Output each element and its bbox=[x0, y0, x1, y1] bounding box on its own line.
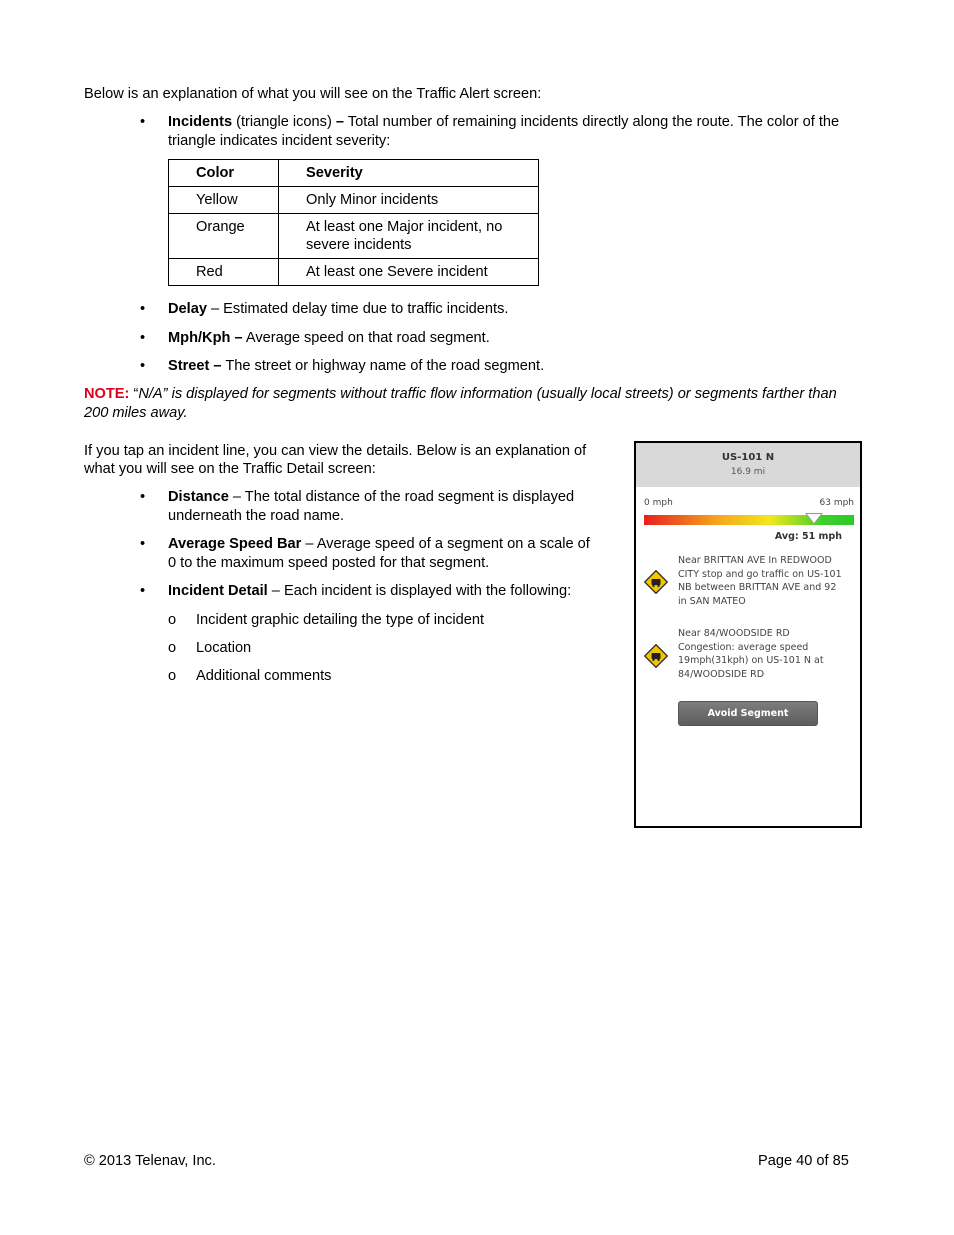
note: NOTE: “N/A” is displayed for segments without traffic flow information (usually local streets) or segments farther than bbox=[84, 386, 837, 402]
note-line2: 200 miles away. bbox=[84, 405, 188, 421]
severity-table bbox=[168, 159, 539, 286]
intro-text: Below is an explanation of what you will see on the Traffic Alert screen: bbox=[84, 86, 542, 102]
bullet-line2: triangle indicates incident severity: bbox=[168, 133, 391, 149]
traffic-incident-icon bbox=[644, 570, 668, 594]
note-label: NOTE: bbox=[84, 386, 130, 402]
detail-intro-line2: what you will see on the Traffic Detail screen: bbox=[84, 461, 376, 477]
footer-copyright: © 2013 Telenav, Inc. bbox=[84, 1153, 216, 1169]
table-header-color: Color bbox=[169, 160, 279, 187]
bullet-dot: • bbox=[140, 114, 146, 130]
traffic-detail-screenshot bbox=[634, 441, 862, 828]
table-cell-color: Orange bbox=[169, 214, 279, 259]
table-cell-severity: At least one Severe incident bbox=[279, 259, 539, 286]
avoid-segment-button[interactable]: Avoid Segment bbox=[678, 701, 818, 726]
table-cell-color: Yellow bbox=[169, 187, 279, 214]
avg-speed-marker-fill bbox=[807, 514, 821, 523]
table-cell-color: Red bbox=[169, 259, 279, 286]
traffic-incident-icon bbox=[644, 644, 668, 668]
avg-speed-label: Avg: 51 mph bbox=[774, 531, 842, 542]
speed-max-label: 63 mph bbox=[819, 498, 854, 508]
table-row bbox=[169, 214, 539, 259]
incident-detail[interactable]: Near BRITTAN AVE In REDWOOD CITY stop and go traffic on US-101 NB between BRITTAN AVE and 92 in SAN MATEO bbox=[678, 555, 842, 607]
table-header-row bbox=[169, 160, 539, 187]
table-cell-severity: At least one Major incident, no severe incidents bbox=[279, 214, 539, 259]
bullet-term: Incidents bbox=[168, 114, 233, 130]
incident-detail[interactable]: Near 84/WOODSIDE RD Congestion: average speed 19mph(31kph) on US-101 N at 84/WOODSIDE RD bbox=[678, 628, 824, 680]
road-distance: 16.9 mi bbox=[730, 467, 766, 477]
footer-page-number: Page 40 of 85 bbox=[758, 1153, 849, 1169]
road-name: US-101 N bbox=[721, 452, 775, 463]
table-row bbox=[169, 259, 539, 286]
table-row bbox=[169, 187, 539, 214]
screen-header bbox=[636, 443, 860, 487]
detail-intro: If you tap an incident line, you can view the details. Below is an explanation of bbox=[84, 443, 587, 459]
speed-min-label: 0 mph bbox=[644, 498, 673, 508]
table-cell-severity: Only Minor incidents bbox=[279, 187, 539, 214]
table-header-severity: Severity bbox=[279, 160, 539, 187]
